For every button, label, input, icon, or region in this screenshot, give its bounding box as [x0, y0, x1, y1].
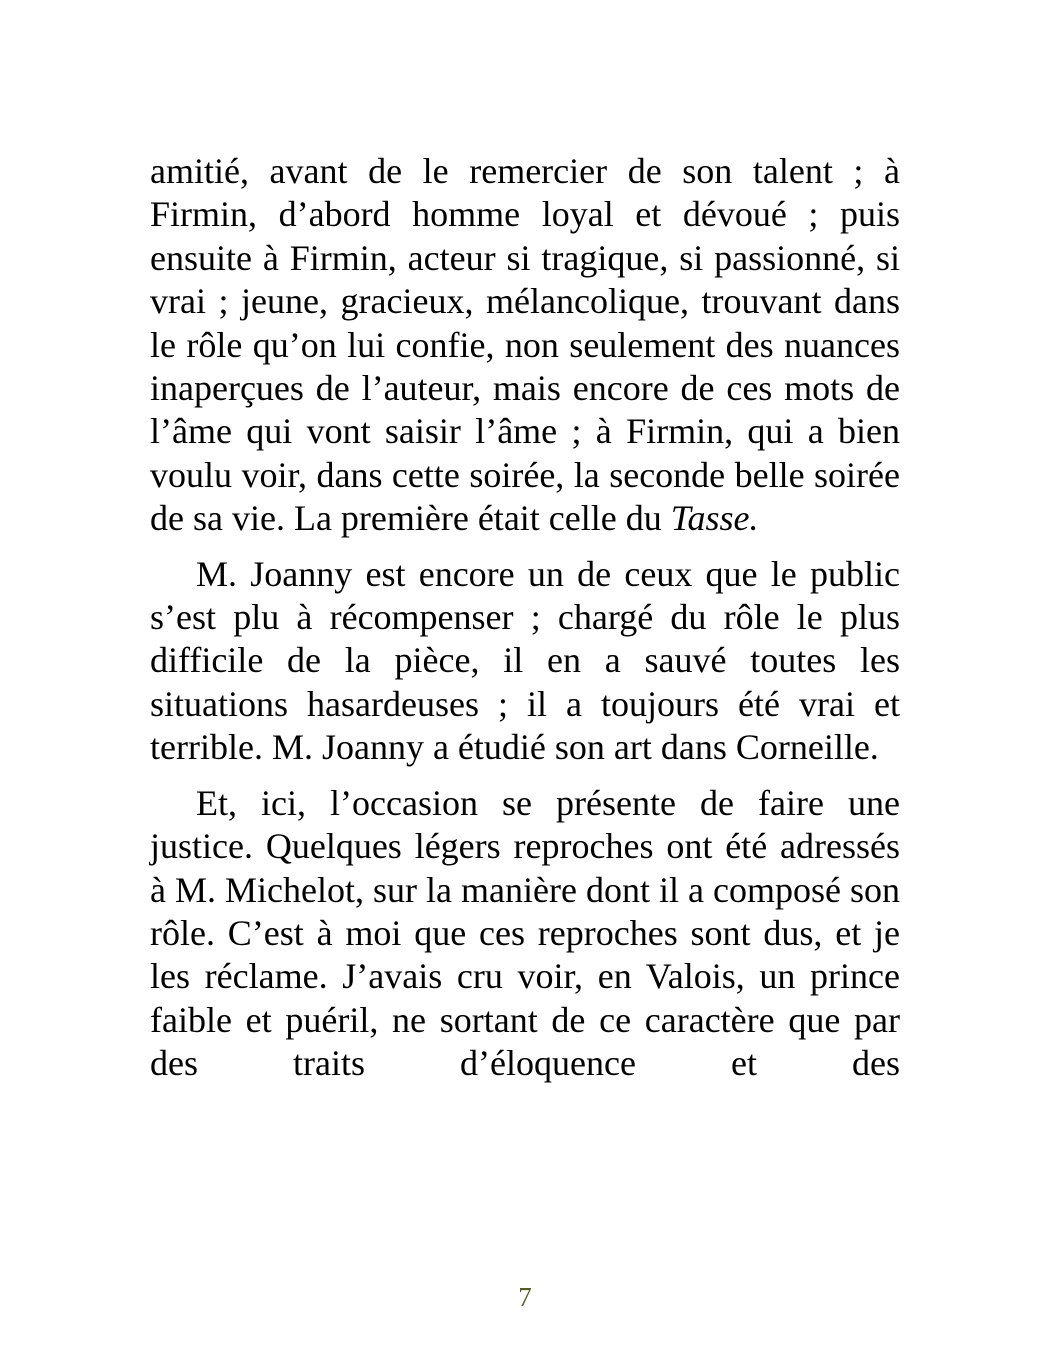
paragraph-3: Et, ici, l’occasion se présente de faire une justice. Quelques légers reproches ont été adressés à M. Michelot, sur la manière dont il a composé son rôle. C’est à moi que ces reproches sont dus, et je les réclame. J’avais cru voir, en Valois, un prince faible et puéril, ne sortant de ce caractère que par des traits d’éloquence et des	[150, 782, 900, 1084]
paragraph-1-italic-title: Tasse.	[670, 498, 759, 539]
paragraph-1-text: amitié, avant de le remercier de son talent ; à Firmin, d’abord homme loyal et dévoué ; puis ensuite à Firmin, acteur si tragique, si passionné, si vrai ; jeune, gracieux, mélancolique, trouvant dans le rôle qu’on lui confie, non seulement des nuances inaperçues de l’auteur, mais encore de ces mots de l’âme qui vont saisir l’âme ; à Firmin, qui a bien voulu voir, dans cette soirée, la seconde belle soirée de sa vie. La première était celle du	[150, 151, 900, 539]
paragraph-1	[150, 150, 900, 541]
page-number: 7	[518, 1282, 532, 1312]
paragraph-2: M. Joanny est encore un de ceux que le public s’est plu à récompenser ; chargé du rôle le plus difficile de la pièce, il en a sauvé toutes les situations hasardeuses ; il a toujours été vrai et terrible. M. Joanny a étudié son art dans Corneille.	[150, 553, 900, 768]
body-text	[150, 150, 900, 1098]
